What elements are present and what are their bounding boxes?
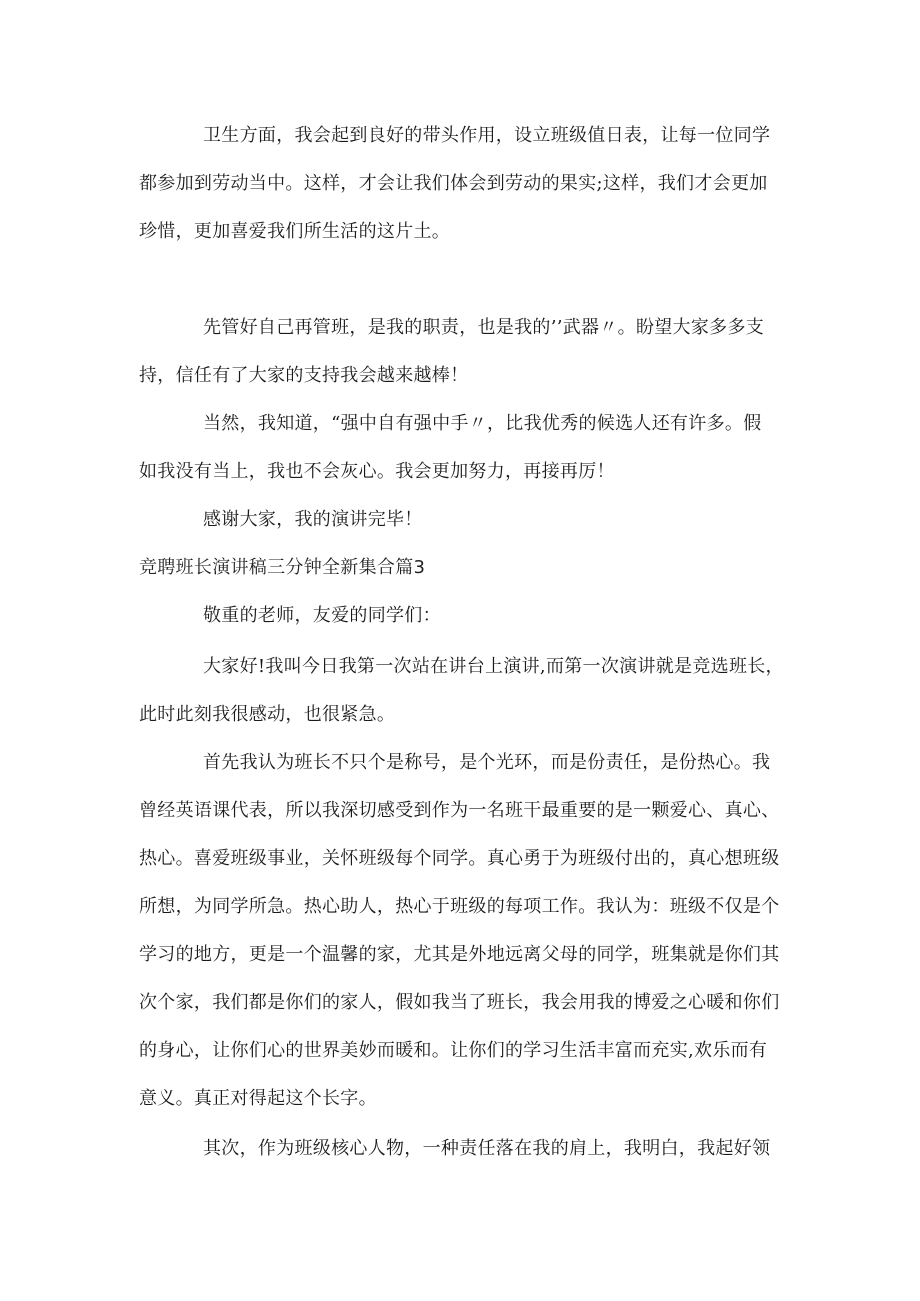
text-line: 持，信任有了大家的支持我会越来越棒！	[139, 365, 469, 386]
text-line: 首先我认为班长不只个是称号，是个光环，而是份责任，是份热心。我	[203, 752, 771, 773]
text-line: 意义。真正对得起这个长字。	[139, 1088, 377, 1109]
text-line: 所想，为同学所急。热心助人，热心于班级的每项工作。我认为：班级不仅是个	[139, 896, 780, 917]
text-line: 曾经英语课代表，所以我深切感受到作为一名班干最重要的是一颗爱心、真心、	[139, 800, 780, 821]
text-line: 次个家，我们都是你们的家人，假如我当了班长，我会用我的博爱之心暖和你们	[139, 992, 780, 1013]
text-line: 先管好自己再管班，是我的职责，也是我的’’武器〃。盼望大家多多支	[203, 317, 765, 338]
text-line: 学习的地方，更是一个温馨的家，尤其是外地远离父母的同学，班集就是你们其	[139, 944, 780, 965]
text-line: 如我没有当上，我也不会灰心。我会更加努力，再接再厉！	[139, 461, 615, 482]
text-line: 大家好!我叫今日我第一次站在讲台上演讲,而第一次演讲就是竞选班长，	[203, 656, 784, 677]
text-line: 敬重的老师，友爱的同学们：	[203, 605, 441, 626]
text-line: 珍惜，更加喜爱我们所生活的这片土。	[139, 221, 451, 242]
text-line: 卫生方面，我会起到良好的带头作用，设立班级值日表，让每一位同学	[203, 125, 771, 146]
text-line: 感谢大家，我的演讲完毕！	[203, 509, 423, 530]
text-line: 当然，我知道，“强中自有强中手〃，比我优秀的候选人还有许多。假	[203, 413, 762, 434]
text-line: 其次，作为班级核心人物，一种责任落在我的肩上，我明白，我起好领	[203, 1138, 771, 1159]
section-heading: 竞聘班长演讲稿三分钟全新集合篇3	[139, 557, 426, 578]
text-line: 的身心，让你们心的世界美妙而暖和。让你们的学习生活丰富而充实,欢乐而有	[139, 1040, 768, 1061]
text-line: 热心。喜爱班级事业，关怀班级每个同学。真心勇于为班级付出的，真心想班级	[139, 848, 780, 869]
text-line: 此时此刻我很感动，也很紧急。	[139, 704, 396, 725]
text-line: 都参加到劳动当中。这样，才会让我们体会到劳动的果实;这样，我们才会更加	[139, 173, 768, 194]
